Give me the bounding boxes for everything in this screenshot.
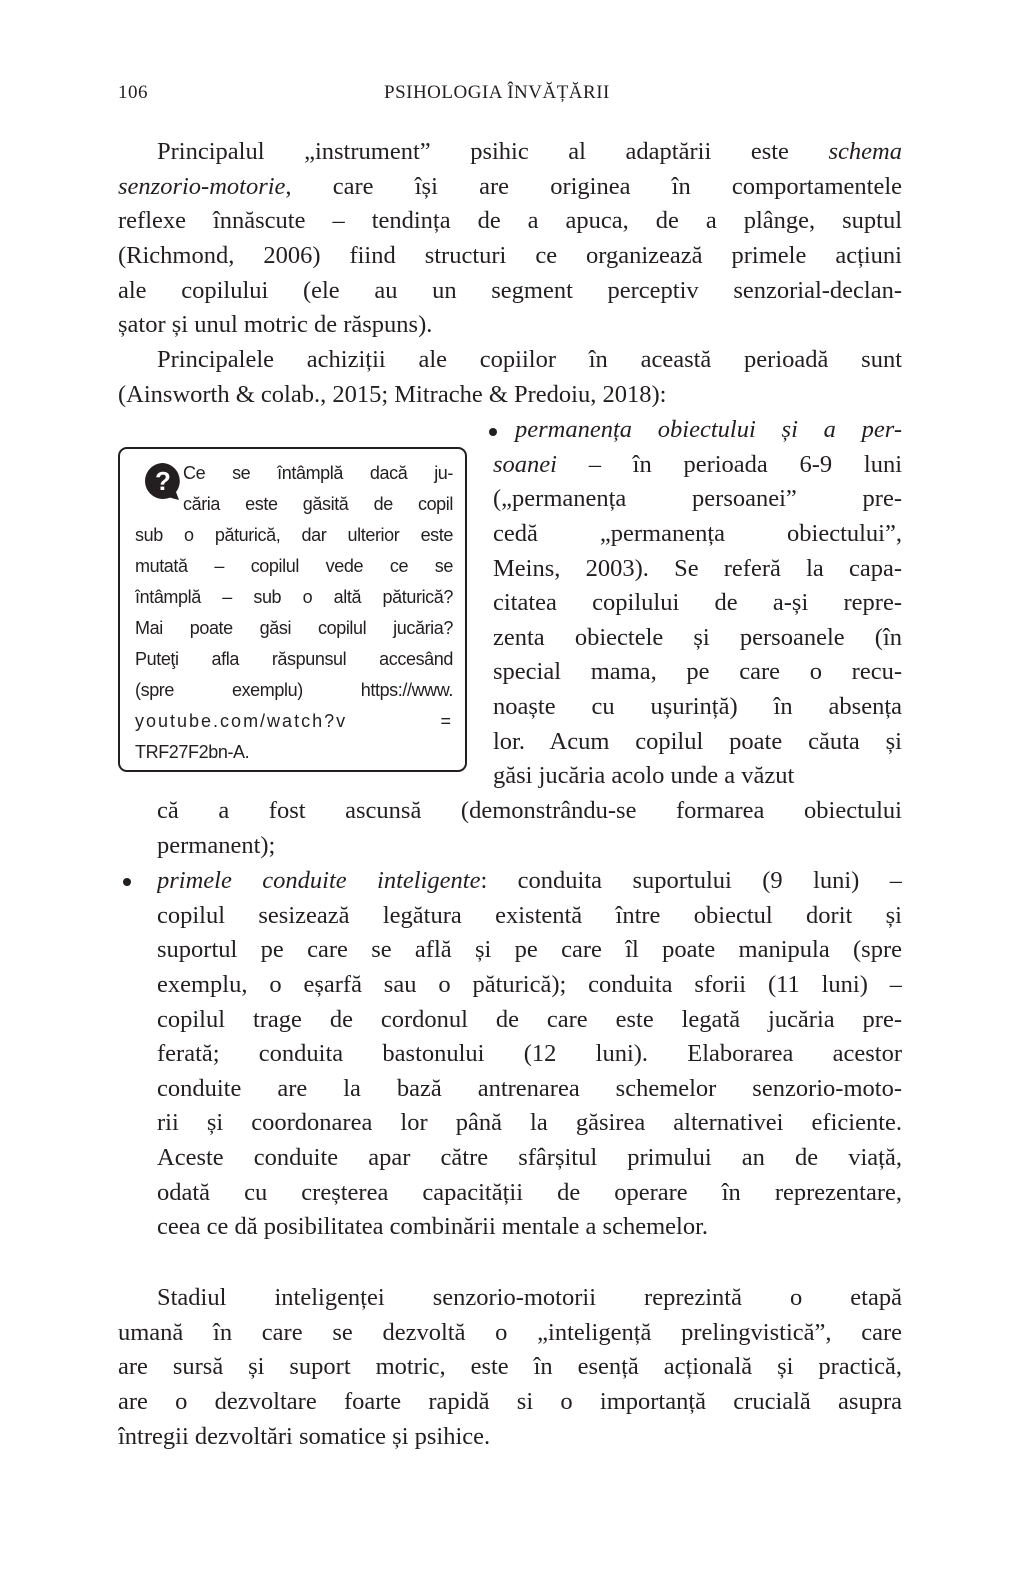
text-line — [493, 759, 902, 794]
text-segment: noaște cu ușurință) în absența — [493, 693, 902, 721]
text-line — [118, 308, 902, 343]
text-line — [493, 552, 902, 587]
text-segment: umană în care se dezvoltă o „inteligență prelingvistică”, care — [118, 1318, 902, 1346]
text-line — [157, 1037, 902, 1072]
text-segment: reflexe înnăscute – tendința de a apuca, de a plânge, suptul — [118, 207, 902, 235]
text-line — [118, 343, 902, 378]
text-line — [493, 413, 902, 448]
text-line — [493, 690, 902, 725]
text-line — [493, 621, 902, 656]
text-line — [157, 794, 902, 829]
text-line — [157, 933, 902, 968]
text-segment: șator și unul motric de răspuns). — [118, 311, 433, 339]
text-line — [118, 1420, 902, 1455]
text-segment: Meins, 2003). Se referă la capa- — [493, 554, 902, 582]
text-segment: că a fost ascunsă (demonstrându-se formarea obiectului — [157, 797, 902, 824]
page-number: 106 — [118, 82, 148, 103]
italic-term: schema — [828, 138, 902, 165]
paragraph-2 — [118, 343, 902, 412]
text-line — [157, 1141, 902, 1176]
paragraph-3 — [118, 1281, 902, 1454]
text-segment: („permanența persoanei” pre- — [493, 485, 902, 513]
italic-term: primele conduite inteligente — [157, 867, 481, 894]
text-line — [118, 204, 902, 239]
text-segment: conduite are la bază antrenarea schemelor senzorio-moto- — [157, 1074, 902, 1102]
svg-text:?: ? — [155, 466, 171, 496]
bullet-permanence-continued — [157, 794, 902, 863]
text-line — [157, 829, 902, 864]
text-line — [493, 448, 902, 483]
text-line — [157, 864, 902, 899]
text-line — [157, 1106, 902, 1141]
text-segment: citatea copilului de a-și repre- — [493, 589, 902, 617]
text-line — [118, 1385, 902, 1420]
question-box-text — [135, 458, 453, 768]
text-line — [493, 517, 902, 552]
text-line — [157, 899, 902, 934]
text-segment: copilul sesizează legătura existentă între obiectul dorit și — [157, 901, 902, 929]
text-segment: Principalul „instrument” psihic al adaptării este — [157, 138, 829, 165]
text-line — [118, 239, 902, 274]
text-segment: : conduita suportului (9 luni) – — [480, 867, 902, 894]
text-line — [493, 586, 902, 621]
text-line — [118, 1281, 902, 1316]
text-segment: exemplu, o eșarfă sau o păturică); conduita sforii (11 luni) – — [157, 970, 902, 998]
text-line — [118, 1350, 902, 1385]
text-segment: – în perioada 6-9 luni — [556, 450, 902, 478]
text-segment: permanent); — [157, 831, 276, 859]
question-box-line: Puteţi afla răspunsul accesând — [135, 649, 453, 669]
text-segment: odată cu creșterea capacității de operare în reprezentare, — [157, 1178, 902, 1206]
text-line — [118, 170, 902, 205]
text-line — [157, 1210, 902, 1245]
text-segment: ferată; conduita bastonului (12 luni). Elaborarea acestor — [157, 1040, 902, 1068]
text-segment: copilul trage de cordonul de care este legată jucăria pre- — [157, 1005, 902, 1033]
text-line — [493, 725, 902, 760]
italic-term: soanei — [493, 450, 557, 478]
text-line — [118, 1316, 902, 1351]
text-segment: (Ainsworth & colab., 2015; Mitrache & Predoiu, 2018): — [118, 380, 667, 408]
question-box-line[interactable]: (spre exemplu) https://www. — [135, 680, 453, 700]
text-segment: zenta obiectele și persoanele (în — [493, 623, 902, 651]
paragraph-1 — [118, 135, 902, 343]
text-segment: găsi jucăria acolo unde a văzut — [493, 762, 795, 790]
question-box-line: căria este găsită de copil — [183, 494, 453, 514]
question-box-line: Mai poate găsi copilul jucăria? — [135, 618, 453, 638]
text-line — [493, 482, 902, 517]
text-segment: lor. Acum copilul poate căuta și — [493, 727, 902, 755]
text-line — [493, 655, 902, 690]
italic-term: senzorio-motorie — [118, 172, 286, 200]
bullet-intelligent-conduct — [157, 864, 902, 1245]
text-segment: ceea ce dă posibilitatea combinării mentale a schemelor. — [157, 1213, 708, 1241]
text-line — [157, 1072, 902, 1107]
text-segment: are sursă și suport motric, este în esență acțională și practică, — [118, 1353, 902, 1381]
text-segment: rii și coordonarea lor până la găsirea alternativei eficiente. — [157, 1109, 902, 1137]
question-box-line: Ce se întâmplă dacă ju- — [183, 463, 453, 483]
text-segment: , care își are originea în comportamentele — [285, 172, 902, 200]
text-segment: special mama, pe care o recu- — [493, 658, 902, 686]
text-line — [118, 378, 902, 413]
text-segment: suportul pe care se află și pe care îl poate manipula (spre — [157, 936, 902, 964]
text-segment: Stadiul inteligenței senzorio-motorii reprezintă o etapă — [157, 1284, 902, 1311]
text-line — [118, 135, 902, 170]
text-segment: Aceste conduite apar către sfârșitul primului an de viață, — [157, 1144, 902, 1172]
question-box-line: sub o păturică, dar ulterior este — [135, 525, 453, 545]
question-box-line[interactable]: TRF27F2bn-A. — [135, 742, 250, 762]
question-box-line[interactable]: youtube.com/watch?v = — [135, 711, 453, 731]
text-segment: Principalele achiziții ale copiilor în această perioadă sunt — [157, 346, 902, 373]
italic-term: permanența obiectului și a per- — [515, 416, 902, 443]
text-line — [118, 274, 902, 309]
text-segment: (Richmond, 2006) fiind structuri ce organizează primele acțiuni — [118, 241, 902, 269]
bullet-permanence-column — [493, 413, 902, 794]
question-box-line: mutată – copilul vede ce se — [135, 556, 453, 576]
text-segment: cedă „permanența obiectului”, — [493, 519, 902, 547]
text-segment: are o dezvoltare foarte rapidă si o importanță crucială asupra — [118, 1387, 902, 1415]
text-segment: întregii dezvoltări somatice și psihice. — [118, 1422, 491, 1450]
text-line — [157, 1176, 902, 1211]
text-line — [157, 1003, 902, 1038]
running-title: PSIHOLOGIA ÎNVĂȚĂRII — [384, 82, 610, 103]
text-segment: ale copilului (ele au un segment perceptiv senzorial-declan- — [118, 276, 902, 304]
bullet-icon — [123, 878, 131, 886]
text-line — [157, 968, 902, 1003]
question-box-line: întâmplă – sub o altă păturică? — [135, 587, 453, 607]
